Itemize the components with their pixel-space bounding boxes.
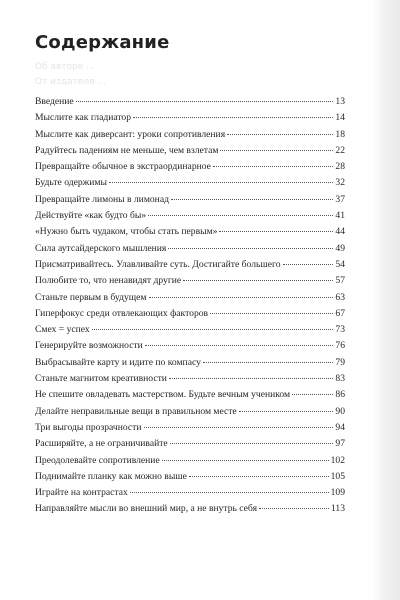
toc-entry-title: Генерируйте возможности bbox=[35, 340, 143, 352]
toc-dot-leader bbox=[219, 231, 333, 232]
toc-entry bbox=[35, 373, 345, 389]
toc-entry-title: Выбрасывайте карту и идите по компасу bbox=[35, 356, 201, 368]
toc-dot-leader bbox=[109, 182, 333, 183]
toc-entry bbox=[35, 275, 345, 291]
toc-entry bbox=[35, 177, 345, 193]
toc-entry bbox=[35, 226, 345, 242]
toc-dot-leader bbox=[203, 362, 333, 363]
toc-dot-leader bbox=[227, 134, 333, 135]
toc-entry bbox=[35, 487, 345, 503]
toc-dot-leader bbox=[283, 264, 333, 265]
toc-dot-leader bbox=[183, 280, 333, 281]
toc-entry-title: Расширяйте, а не ограничивайте bbox=[35, 438, 168, 450]
toc-entry-title: Поднимайте планку как можно выше bbox=[35, 470, 187, 482]
toc-entry bbox=[35, 471, 345, 487]
toc-entry bbox=[35, 422, 345, 438]
toc-dot-leader bbox=[210, 313, 333, 314]
toc-dot-leader bbox=[171, 199, 333, 200]
toc-entry bbox=[35, 194, 345, 210]
toc-entry-page-number: 83 bbox=[335, 373, 345, 385]
toc-dot-leader bbox=[239, 411, 333, 412]
toc-entry-title: Три выгоды прозрачности bbox=[35, 421, 142, 433]
toc-dot-leader bbox=[144, 427, 333, 428]
toc-entry-title: Полюбите то, что ненавидят другие bbox=[35, 275, 182, 287]
page-title: Содержание bbox=[35, 32, 170, 53]
toc-dot-leader bbox=[162, 460, 329, 461]
toc-entry bbox=[35, 324, 345, 340]
toc-entry bbox=[35, 308, 345, 324]
toc-entry-page-number: 67 bbox=[335, 307, 345, 319]
toc-dot-leader bbox=[189, 476, 329, 477]
toc-entry bbox=[35, 340, 345, 356]
toc-entry-title: Преодолевайте сопротивление bbox=[35, 454, 160, 466]
toc-entry-page-number: 14 bbox=[335, 112, 345, 124]
toc-entry bbox=[35, 259, 345, 275]
toc-entry-page-number: 90 bbox=[335, 405, 345, 417]
toc-entry-title: Не спешите овладевать мастерством. Будьте вечным учеником bbox=[35, 389, 291, 401]
toc-dot-leader bbox=[170, 443, 333, 444]
toc-entry-title: Превращайте лимоны в лимонад bbox=[35, 193, 169, 205]
toc-entry-page-number: 113 bbox=[330, 503, 345, 515]
toc-entry bbox=[35, 210, 345, 226]
toc-entry-page-number: 86 bbox=[335, 389, 345, 401]
toc-entry-page-number: 109 bbox=[330, 487, 345, 499]
toc-entry bbox=[35, 438, 345, 454]
toc-dot-leader bbox=[148, 215, 333, 216]
toc-entry-title: Гиперфокус среди отвлекающих факторов bbox=[35, 307, 209, 319]
toc-dot-leader bbox=[213, 166, 333, 167]
toc-entry-page-number: 79 bbox=[335, 356, 345, 368]
toc-dot-leader bbox=[92, 329, 333, 330]
toc-entry bbox=[35, 243, 345, 259]
table-of-contents bbox=[35, 96, 345, 520]
toc-entry-page-number: 73 bbox=[335, 324, 345, 336]
toc-dot-leader bbox=[168, 248, 333, 249]
toc-entry-page-number: 37 bbox=[335, 193, 345, 205]
toc-entry-title: Превращайте обычное в экстраординарное bbox=[35, 161, 211, 173]
toc-entry-title: Мыслите как диверсант: уроки сопротивления bbox=[35, 128, 226, 140]
toc-entry-page-number: 41 bbox=[335, 210, 345, 222]
toc-entry-title: Станьте магнитом креативности bbox=[35, 373, 167, 385]
toc-entry-page-number: 49 bbox=[335, 242, 345, 254]
toc-entry-page-number: 63 bbox=[335, 291, 345, 303]
toc-entry-title: Смех = успех bbox=[35, 324, 90, 336]
toc-entry bbox=[35, 503, 345, 519]
toc-entry-title: Будьте одержимы bbox=[35, 177, 107, 189]
toc-entry bbox=[35, 406, 345, 422]
toc-dot-leader bbox=[76, 101, 333, 102]
toc-dot-leader bbox=[145, 345, 333, 346]
toc-entry bbox=[35, 112, 345, 128]
toc-entry-page-number: 13 bbox=[335, 96, 345, 107]
toc-entry-title: Присматривайтесь. Улавливайте суть. Достигайте большего bbox=[35, 258, 281, 270]
toc-entry-page-number: 28 bbox=[335, 161, 345, 173]
toc-entry-page-number: 105 bbox=[330, 470, 345, 482]
ghost-line-show-through: Об авторе ... bbox=[35, 62, 95, 72]
toc-entry-page-number: 76 bbox=[335, 340, 345, 352]
toc-entry-title: Направляйте мысли во внешний мир, а не внутрь себя bbox=[35, 503, 257, 515]
toc-entry bbox=[35, 129, 345, 145]
page-edge-shadow bbox=[372, 0, 400, 600]
toc-entry-title: Действуйте «как будто бы» bbox=[35, 210, 147, 222]
toc-entry-title: «Нужно быть чудаком, чтобы стать первым» bbox=[35, 226, 218, 238]
toc-entry-page-number: 44 bbox=[335, 226, 345, 238]
toc-entry-title: Введение bbox=[35, 96, 74, 107]
toc-entry-page-number: 97 bbox=[335, 438, 345, 450]
toc-entry-title: Сила аутсайдерского мышления bbox=[35, 242, 167, 254]
toc-dot-leader bbox=[292, 394, 333, 395]
toc-entry-title: Играйте на контрастах bbox=[35, 487, 128, 499]
toc-entry bbox=[35, 145, 345, 161]
toc-entry-page-number: 32 bbox=[335, 177, 345, 189]
toc-entry-title: Мыслите как гладиатор bbox=[35, 112, 132, 124]
toc-dot-leader bbox=[169, 378, 333, 379]
ghost-line-show-through: От издателя ... bbox=[35, 77, 106, 87]
toc-entry-page-number: 18 bbox=[335, 128, 345, 140]
toc-entry-page-number: 57 bbox=[335, 275, 345, 287]
toc-entry-title: Радуйтесь падениям не меньше, чем взлетам bbox=[35, 144, 219, 156]
toc-entry bbox=[35, 455, 345, 471]
toc-entry bbox=[35, 292, 345, 308]
toc-entry-page-number: 94 bbox=[335, 421, 345, 433]
toc-entry-page-number: 22 bbox=[335, 144, 345, 156]
toc-entry-page-number: 54 bbox=[335, 258, 345, 270]
toc-dot-leader bbox=[149, 297, 334, 298]
toc-entry bbox=[35, 357, 345, 373]
toc-entry-page-number: 102 bbox=[330, 454, 345, 466]
toc-dot-leader bbox=[130, 492, 329, 493]
toc-dot-leader bbox=[133, 117, 333, 118]
toc-entry bbox=[35, 389, 345, 405]
toc-dot-leader bbox=[259, 508, 329, 509]
toc-entry-title: Станьте первым в будущем bbox=[35, 291, 147, 303]
toc-dot-leader bbox=[220, 150, 333, 151]
toc-entry bbox=[35, 96, 345, 112]
toc-entry-title: Делайте неправильные вещи в правильном месте bbox=[35, 405, 237, 417]
toc-entry bbox=[35, 161, 345, 177]
